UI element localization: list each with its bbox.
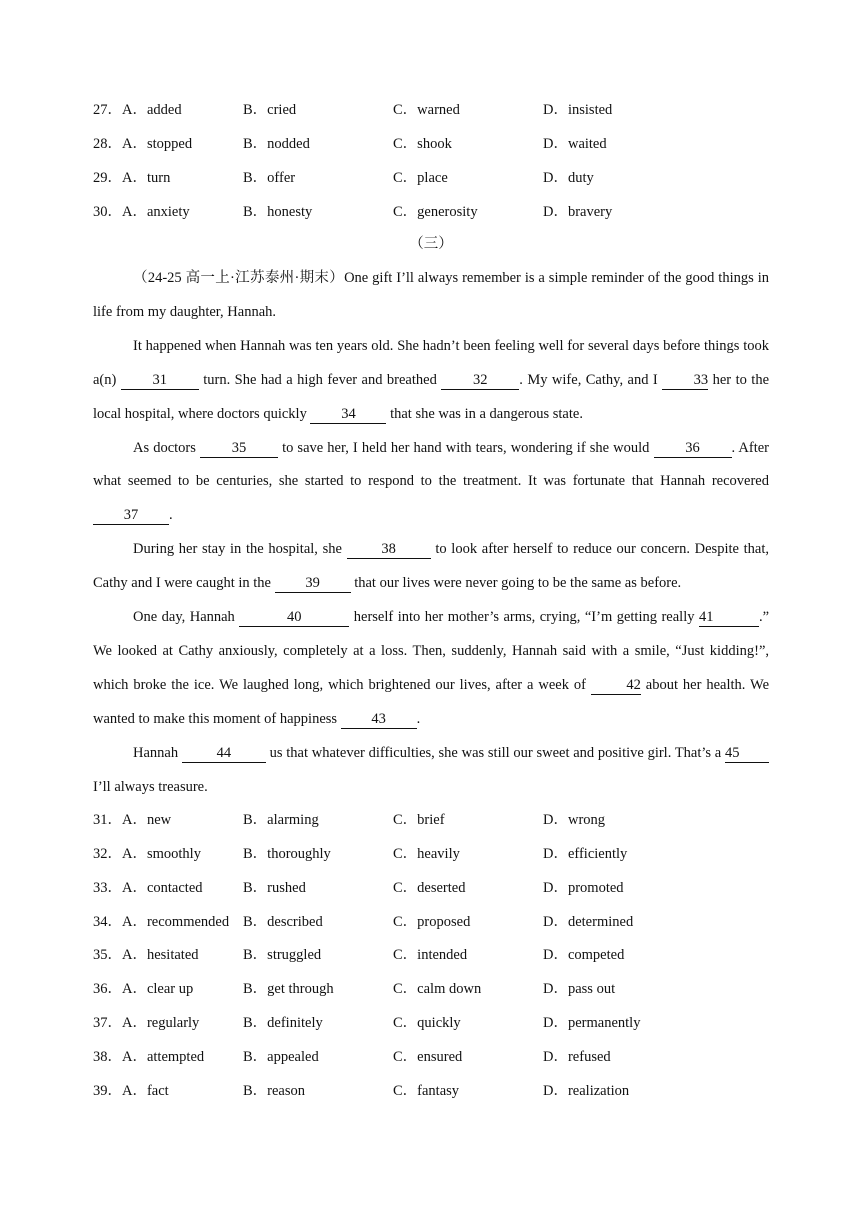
blank-40: 40 (239, 608, 349, 627)
option-d: D．efficiently (543, 846, 628, 862)
blank-42: 42 (591, 676, 641, 695)
option-b: B．appealed (243, 1049, 319, 1065)
question-28 (93, 133, 769, 155)
option-a: 35．A．hesitated (93, 947, 199, 963)
question-32 (93, 843, 769, 865)
paragraph-4: During her stay in the hospital, she 38 to look after herself to reduce our concern. Despite that, Cathy and I were caught in the 39 that our lives were never going to be the same as before. (93, 541, 770, 592)
question-36 (93, 978, 769, 1000)
option-d: D．permanently (543, 1015, 641, 1031)
option-d: D．determined (543, 914, 634, 930)
option-a: 36．A．clear up (93, 981, 194, 997)
question-38 (93, 1046, 769, 1068)
option-c: C．quickly (393, 1015, 461, 1031)
option-c: C．shook (393, 136, 452, 152)
option-d: D．realization (543, 1083, 630, 1099)
option-d: D．waited (543, 136, 607, 152)
option-a: 30．A．anxiety (93, 204, 190, 220)
blank-39: 39 (275, 574, 351, 593)
option-a: 38．A．attempted (93, 1049, 205, 1065)
blank-37: 37 (93, 506, 169, 525)
option-d: D．promoted (543, 880, 624, 896)
blank-34: 34 (310, 405, 386, 424)
option-d: D．insisted (543, 102, 613, 118)
question-30 (93, 201, 769, 223)
blank-44: 44 (182, 744, 266, 763)
option-d: D．pass out (543, 981, 616, 997)
option-b: B．get through (243, 981, 334, 997)
paragraph-2: It happened when Hannah was ten years old. She hadn’t been feeling well for several days before things took a(n) 31 turn. She had a high fever and breathed 32 . My wife, Cathy, and I 33 her to the local hospital, where doctors quickly 34 that she was in a dangerous state. (93, 337, 770, 422)
blank-45: 45 (725, 744, 769, 763)
blank-32: 32 (441, 371, 519, 390)
option-a: 32．A．smoothly (93, 846, 201, 862)
question-31 (93, 809, 769, 831)
option-c: C．intended (393, 947, 468, 963)
option-a: 31．A．new (93, 812, 172, 828)
option-b: B．struggled (243, 947, 322, 963)
option-b: B．thoroughly (243, 846, 331, 862)
option-c: C．generosity (393, 204, 478, 220)
question-34 (93, 911, 769, 933)
option-c: C．calm down (393, 981, 482, 997)
blank-43: 43 (341, 710, 417, 729)
question-39 (93, 1080, 769, 1102)
question-27 (93, 99, 769, 121)
option-b: B．honesty (243, 204, 313, 220)
paragraph-5: One day, Hannah 40 herself into her mother’s arms, crying, “I’m getting really 41 .” We looked at Cathy anxiously, completely at a loss. Then, suddenly, Hannah said with a smile, “Just kidding!”, which broke the ice. We laughed long, which brightened our lives, after a week of 42 about her health. We wanted to make this moment of happiness 43 . (93, 609, 770, 727)
option-c: C．deserted (393, 880, 466, 896)
blank-33: 33 (662, 371, 708, 390)
section-title: （三） (409, 236, 453, 252)
option-b: B．nodded (243, 136, 310, 152)
option-d: D．bravery (543, 204, 613, 220)
option-c: C．place (393, 170, 448, 186)
option-c: C．heavily (393, 846, 460, 862)
blank-31: 31 (121, 371, 199, 390)
paragraph-6: Hannah 44 us that whatever difficulties, she was still our sweet and positive girl. That’s a 45 I’ll always treasure. (93, 737, 769, 805)
option-a: 37．A．regularly (93, 1015, 200, 1031)
option-a: 39．A．fact (93, 1083, 169, 1099)
option-c: C．brief (393, 812, 445, 828)
blank-36: 36 (654, 439, 732, 458)
source-label: （24-25 高一上·江苏泰州·期末） (133, 270, 345, 286)
cloze-passage (93, 262, 769, 805)
option-d: D．duty (543, 170, 594, 186)
option-c: C．proposed (393, 914, 471, 930)
option-b: B．offer (243, 170, 296, 186)
option-a: 29．A．turn (93, 170, 171, 186)
question-35 (93, 944, 769, 966)
option-c: C．ensured (393, 1049, 463, 1065)
option-d: D．competed (543, 947, 625, 963)
option-a: 28．A．stopped (93, 136, 193, 152)
blank-41: 41 (699, 608, 759, 627)
blank-38: 38 (347, 540, 431, 559)
option-c: C．fantasy (393, 1083, 460, 1099)
blank-35: 35 (200, 439, 278, 458)
option-c: C．warned (393, 102, 460, 118)
question-33 (93, 877, 769, 899)
option-a: 34．A．recommended (93, 914, 230, 930)
option-b: B．definitely (243, 1015, 323, 1031)
option-a: 27．A．added (93, 102, 182, 118)
option-a: 33．A．contacted (93, 880, 203, 896)
option-b: B．cried (243, 102, 297, 118)
option-b: B．alarming (243, 812, 319, 828)
paragraph-3: As doctors 35 to save her, I held her hand with tears, wondering if she would 36 . After what seemed to be centuries, she started to respond to the treatment. It was fortunate that Hannah recovered 37 . (93, 439, 770, 524)
question-37 (93, 1012, 769, 1034)
paragraph-1: （24-25 高一上·江苏泰州·期末）One gift I’ll always remember is a simple reminder of the good things in life from my daughter, Hannah. (93, 270, 769, 320)
option-b: B．rushed (243, 880, 306, 896)
question-29 (93, 167, 769, 189)
option-d: D．wrong (543, 812, 606, 828)
option-b: B．described (243, 914, 323, 930)
option-d: D．refused (543, 1049, 611, 1065)
option-b: B．reason (243, 1083, 306, 1099)
